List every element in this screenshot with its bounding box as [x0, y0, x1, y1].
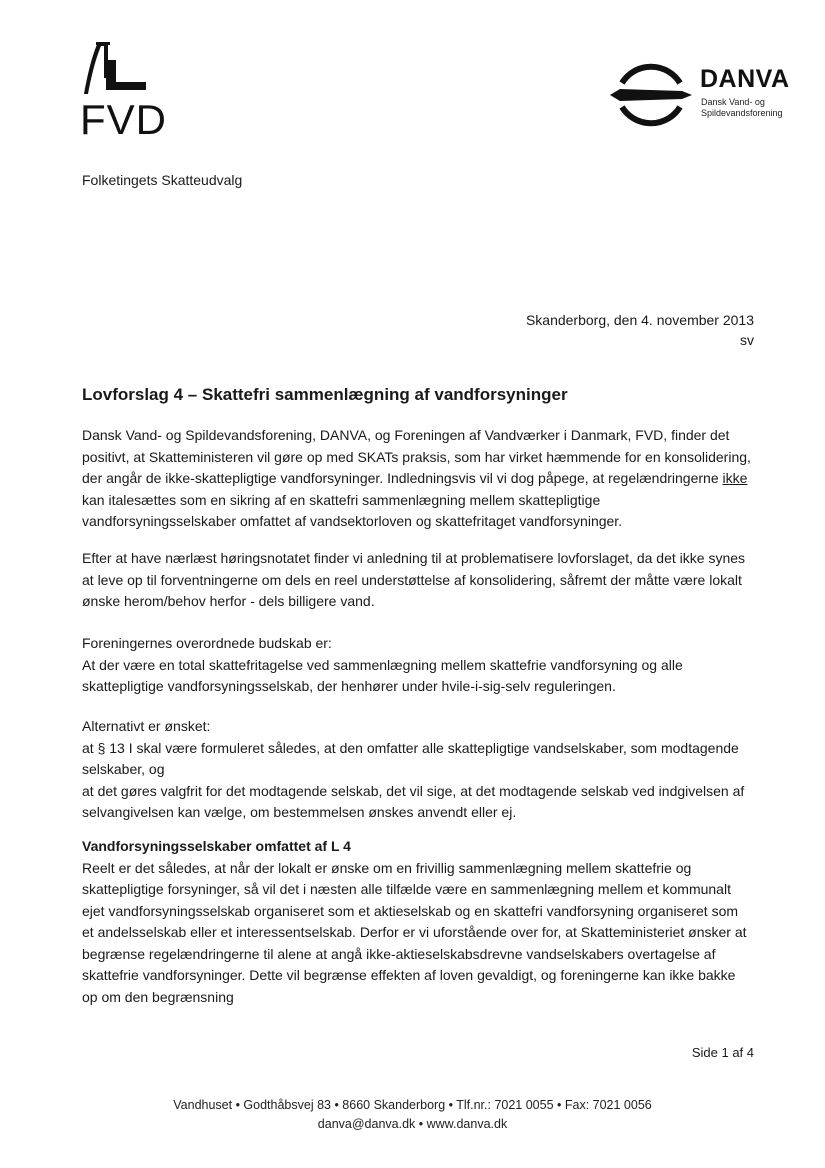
- letter-date: Skanderborg, den 4. november 2013: [525, 312, 754, 328]
- page-number: Side 1 af 4: [691, 1045, 754, 1060]
- danva-logo-name: DANVA: [700, 65, 790, 93]
- paragraph-hearing: Efter at have nærlæst høringsnotatet finder vi anledning til at problematisere lovforslaget, da det ikke synes at leve op til forventningerne om dels en reel understøttelse af konsolidering, såfremt der måtte være lokalt ønske herom/behov herfor - dels billigere vand.: [82, 550, 746, 609]
- section-body: Reelt er det således, at når der lokalt er ønske om en frivillig sammenlægning mellem skattefrie og skattepligtige forsyninger, så vil det i næsten alle tilfælde være en sammenlægning mellem et kommunalt ejet vandforsyningsselskab organiseret som et aktieselskab og en skattefri vandforsyning organiseret som et andelsselskab eller et interessentselskab. Derfor er vi uforstående over for, at Skatteministeriet ønsker at begrænse regelændringerne til alene at angå ikke-aktieselskabsdrevne vandselskabers overtagelse af skattefrie vandforsyninger. Dette vil begrænse effekten af loven gevaldigt, og foreningerne kan ikke bakke op om den begrænsning: [82, 859, 747, 1005]
- footer-address: Vandhuset • Godthåbsvej 83 • 8660 Skanderborg • Tlf.nr.: 7021 0055 • Fax: 7021 0056: [173, 1098, 652, 1112]
- paragraph-alternative: [82, 716, 752, 824]
- paragraph-line: At der være en total skattefritagelse ved sammenlægning mellem skattefrie vandforsyning og alle skattepligtige vandforsyningsselskab, der henhører under hvile-i-sig-selv reguleringen.: [82, 656, 683, 694]
- recipient: Folketingets Skatteudvalg: [82, 172, 243, 188]
- footer-contact: danva@danva.dk • www.danva.dk: [317, 1117, 508, 1131]
- danva-logo-subtitle: Spildevandsforening: [701, 108, 783, 118]
- danva-logo-subtitle: Dansk Vand- og: [701, 97, 765, 107]
- paragraph-line: at § 13 I skal være formuleret således, at den omfatter alle skattepligtige vandselskaber, som modtagende selskaber, og: [82, 739, 739, 777]
- section-l4: [82, 836, 752, 1008]
- paragraph-text: kan italesættes som en sikring af en skattefri sammenlægning mellem skattepligtige vandforsyningsselskaber omfattet af vandsektorloven og skattefritaget vandforsyninger.: [82, 491, 623, 529]
- paragraph-line: Alternativt er ønsket:: [82, 718, 211, 734]
- paragraph-main-message: [82, 633, 752, 698]
- danva-emblem-icon: [608, 55, 694, 135]
- water-pump-icon: [80, 38, 150, 100]
- paragraph-line: at det gøres valgfrit for det modtagende selskab, det vil sige, at det modtagende selskab ved indgivelsen af selvangivelsen kan vælge, om bestemmelsen ønskes anvendt eller ej.: [82, 782, 745, 820]
- emphasis-text: ikke: [722, 470, 748, 486]
- paragraph-text: Dansk Vand- og Spildevandsforening, DANVA, og Foreningen af Vandværker i Danmark, FVD, finder det positivt, at Skatteministeren vil gøre op med SKATs praksis, som har virket hæmmende for en konsolidering, der angår de ikke-skattepligtige vandforsyninger. Indledningsvis vil vi dog påpege, at regelændringerne: [82, 427, 751, 486]
- letter-title: Lovforslag 4 – Skattefri sammenlægning af vandforsyninger: [82, 385, 568, 404]
- footer: [0, 1096, 825, 1134]
- section-heading: Vandforsyningsselskaber omfattet af L 4: [82, 838, 351, 854]
- fvd-logo: [80, 38, 170, 142]
- fvd-logo-text: FVD: [80, 96, 167, 143]
- paragraph-line: Foreningernes overordnede budskab er:: [82, 635, 332, 651]
- author-initials: sv: [740, 332, 754, 348]
- paragraph-intro: [82, 425, 752, 533]
- danva-logo: [608, 55, 803, 135]
